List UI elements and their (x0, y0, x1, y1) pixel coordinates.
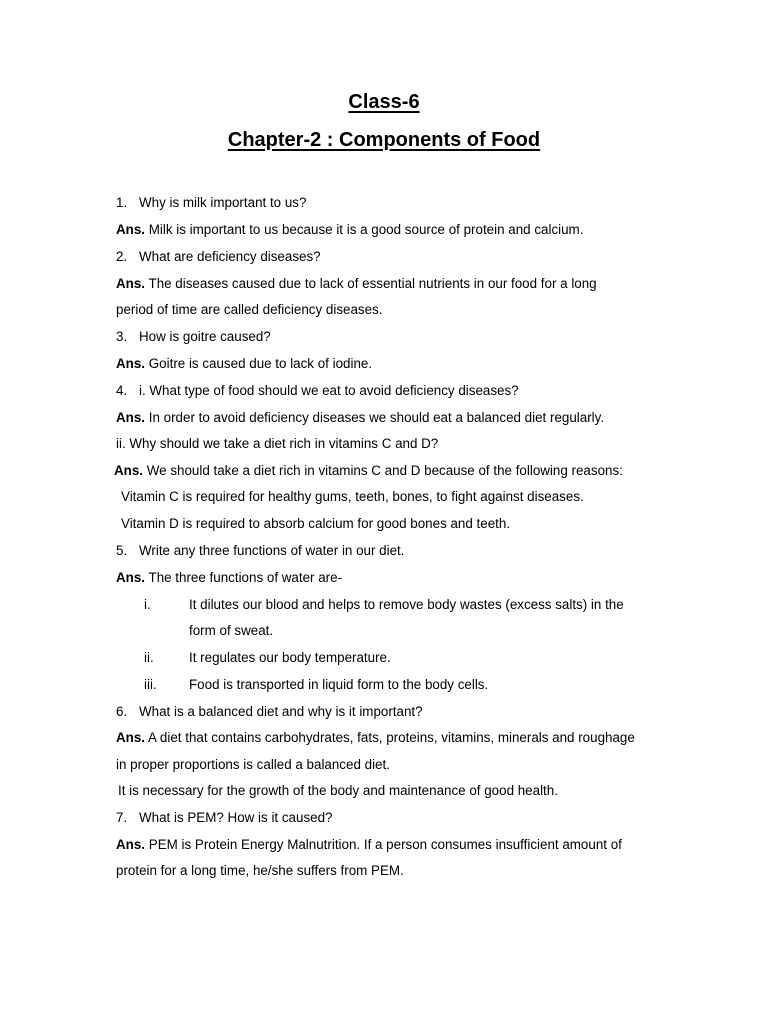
question-number: 5. (116, 543, 128, 558)
answer-label: Ans. (116, 730, 146, 745)
question-text: What is PEM? How is it caused? (139, 810, 333, 825)
answer-text: In order to avoid deficiency diseases we should eat a balanced diet regularly. (148, 410, 605, 425)
answer-line (116, 410, 604, 426)
answer-label: Ans. (116, 356, 146, 371)
question-text: What are deficiency diseases? (139, 249, 321, 264)
question-number: 7. (116, 810, 128, 825)
answer-label: Ans. (116, 410, 146, 425)
answer-label: Ans. (116, 222, 146, 237)
question-number: 3. (116, 329, 128, 344)
answer-line (116, 356, 372, 372)
question-number: 6. (116, 704, 128, 719)
list-item-text: It dilutes our blood and helps to remove body wastes (excess salts) in the (189, 597, 624, 612)
question-text: What is a balanced diet and why is it important? (139, 704, 423, 719)
question-text: i. What type of food should we eat to avoid deficiency diseases? (139, 383, 519, 398)
answer-label: Ans. (116, 276, 146, 291)
answer-text: protein for a long time, he/she suffers from PEM. (116, 863, 404, 878)
answer-text: Vitamin C is required for healthy gums, teeth, bones, to fight against diseases. (121, 489, 584, 504)
answer-label: Ans. (116, 570, 146, 585)
answer-text: PEM is Protein Energy Malnutrition. If a person consumes insufficient amount of (148, 837, 622, 852)
class-heading: Class-6 (348, 91, 420, 113)
list-marker: i. (144, 597, 151, 612)
list-item-text: form of sweat. (189, 623, 274, 638)
answer-text: The three functions of water are- (148, 570, 343, 585)
answer-text: period of time are called deficiency diseases. (116, 302, 383, 317)
answer-line (116, 837, 622, 853)
answer-text: The diseases caused due to lack of essential nutrients in our food for a long (148, 276, 597, 291)
answer-text: Goitre is caused due to lack of iodine. (148, 356, 373, 371)
question-number: 4. (116, 383, 128, 398)
answer-line (116, 730, 635, 746)
answer-label: Ans. (116, 837, 146, 852)
answer-label: Ans. (114, 463, 144, 478)
answer-text: in proper proportions is called a balanced diet. (116, 757, 390, 772)
answer-line (116, 570, 342, 586)
answer-text: Milk is important to us because it is a good source of protein and calcium. (148, 222, 584, 237)
answer-text: A diet that contains carbohydrates, fats, proteins, vitamins, minerals and roughage (148, 730, 635, 745)
list-item-text: Food is transported in liquid form to the body cells. (189, 677, 489, 692)
list-item-text: It regulates our body temperature. (189, 650, 391, 665)
question-number: 1. (116, 195, 128, 210)
list-marker: iii. (144, 677, 157, 692)
question-text: Why is milk important to us? (139, 195, 307, 210)
question-text: How is goitre caused? (139, 329, 271, 344)
question-text: Write any three functions of water in our diet. (139, 543, 405, 558)
answer-line (116, 222, 583, 238)
question-text: ii. Why should we take a diet rich in vitamins C and D? (116, 436, 439, 451)
question-number: 2. (116, 249, 128, 264)
answer-text: We should take a diet rich in vitamins C and D because of the following reasons: (146, 463, 623, 478)
chapter-title: Chapter-2 : Components of Food (227, 129, 541, 151)
answer-line (114, 463, 623, 479)
answer-line (116, 276, 597, 292)
list-marker: ii. (144, 650, 154, 665)
answer-text: Vitamin D is required to absorb calcium for good bones and teeth. (121, 516, 511, 531)
answer-text: It is necessary for the growth of the body and maintenance of good health. (118, 783, 558, 798)
